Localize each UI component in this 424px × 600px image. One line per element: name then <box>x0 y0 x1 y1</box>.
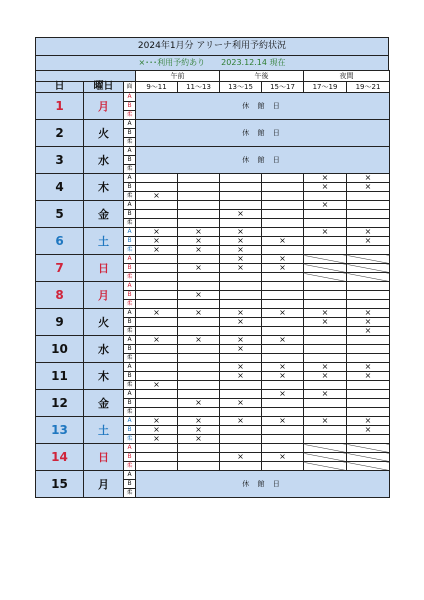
slot-cell <box>304 210 347 219</box>
slot-cell <box>178 192 220 201</box>
day-of-week: 土 <box>84 417 124 444</box>
facility-label: 柔 <box>124 138 136 147</box>
slot-cell <box>178 174 220 183</box>
slot-header: 11～13 <box>178 82 220 93</box>
facility-label: B <box>124 102 136 111</box>
slot-cell <box>304 435 347 444</box>
closed-day-cell: 休 館 日 <box>136 93 390 120</box>
table-row <box>36 282 390 291</box>
header-blank <box>36 71 136 82</box>
facility-label: A <box>124 390 136 399</box>
slot-cell <box>347 381 390 390</box>
unavailable-cell <box>347 273 390 282</box>
reserved-mark: × <box>178 399 220 408</box>
reserved-mark: × <box>347 183 390 192</box>
slot-header: 15～17 <box>262 82 304 93</box>
slot-cell <box>220 291 262 300</box>
slot-header: 17～19 <box>304 82 347 93</box>
slot-cell <box>178 318 220 327</box>
slot-header: 13～15 <box>220 82 262 93</box>
day-number: 7 <box>36 255 84 282</box>
day-of-week: 日 <box>84 444 124 471</box>
reserved-mark: × <box>220 237 262 246</box>
reserved-mark: × <box>178 246 220 255</box>
slot-cell <box>262 273 304 282</box>
reserved-mark: × <box>178 291 220 300</box>
facility-label: A <box>124 417 136 426</box>
reserved-mark: × <box>136 237 178 246</box>
reserved-mark: × <box>262 453 304 462</box>
slot-header: 9～11 <box>136 82 178 93</box>
day-of-week: 木 <box>84 363 124 390</box>
slot-cell <box>304 237 347 246</box>
reserved-mark: × <box>178 309 220 318</box>
facility-label: 柔 <box>124 192 136 201</box>
facility-label: 柔 <box>124 165 136 174</box>
day-of-week: 月 <box>84 282 124 309</box>
slot-cell <box>136 201 178 210</box>
day-number: 3 <box>36 147 84 174</box>
reserved-mark: × <box>136 381 178 390</box>
reserved-mark: × <box>262 336 304 345</box>
reserved-mark: × <box>347 174 390 183</box>
day-of-week: 火 <box>84 309 124 336</box>
page-title: 2024年1月分 アリーナ利用予約状況 <box>35 37 389 55</box>
reserved-mark: × <box>304 174 347 183</box>
closed-day-cell: 休 館 日 <box>136 120 390 147</box>
reserved-mark: × <box>220 399 262 408</box>
day-of-week: 金 <box>84 390 124 417</box>
facility-label: A <box>124 336 136 345</box>
reserved-mark: × <box>304 372 347 381</box>
facility-label: 柔 <box>124 327 136 336</box>
slot-cell <box>136 390 178 399</box>
facility-label: A <box>124 228 136 237</box>
facility-label: B <box>124 156 136 165</box>
reserved-mark: × <box>178 237 220 246</box>
reserved-mark: × <box>136 435 178 444</box>
reserved-mark: × <box>178 435 220 444</box>
facility-label: 柔 <box>124 489 136 498</box>
table-row <box>36 147 390 156</box>
slot-cell <box>347 201 390 210</box>
slot-cell <box>262 435 304 444</box>
unavailable-cell <box>304 273 347 282</box>
slot-cell <box>136 363 178 372</box>
facility-label: 柔 <box>124 300 136 309</box>
period-afternoon: 午後 <box>220 71 304 82</box>
slot-cell <box>262 345 304 354</box>
reserved-mark: × <box>178 417 220 426</box>
slot-cell <box>262 174 304 183</box>
slot-cell <box>304 282 347 291</box>
facility-label: A <box>124 471 136 480</box>
slot-cell <box>136 255 178 264</box>
unavailable-cell <box>304 444 347 453</box>
day-number: 11 <box>36 363 84 390</box>
reserved-mark: × <box>220 264 262 273</box>
facility-label: 柔 <box>124 273 136 282</box>
period-morning: 午前 <box>136 71 220 82</box>
slot-cell <box>178 210 220 219</box>
slot-cell <box>262 462 304 471</box>
table-row <box>36 174 390 183</box>
table-row <box>36 201 390 210</box>
reserved-mark: × <box>136 192 178 201</box>
day-of-week: 金 <box>84 201 124 228</box>
closed-day-cell: 休 館 日 <box>136 147 390 174</box>
facility-label: B <box>124 237 136 246</box>
slot-cell <box>220 462 262 471</box>
slot-cell <box>262 192 304 201</box>
day-of-week: 月 <box>84 471 124 498</box>
facility-label: B <box>124 426 136 435</box>
day-of-week: 火 <box>84 120 124 147</box>
facility-label: 柔 <box>124 462 136 471</box>
slot-cell <box>347 246 390 255</box>
slot-cell <box>178 372 220 381</box>
table-row <box>36 471 390 480</box>
unavailable-cell <box>347 462 390 471</box>
unavailable-cell <box>347 444 390 453</box>
day-number: 12 <box>36 390 84 417</box>
day-number: 8 <box>36 282 84 309</box>
reserved-mark: × <box>220 228 262 237</box>
reserved-mark: × <box>220 255 262 264</box>
day-number: 4 <box>36 174 84 201</box>
unavailable-cell <box>304 255 347 264</box>
slot-cell <box>304 345 347 354</box>
slot-cell <box>347 390 390 399</box>
day-of-week: 土 <box>84 228 124 255</box>
reserved-mark: × <box>220 309 262 318</box>
slot-cell <box>347 399 390 408</box>
slot-cell <box>136 210 178 219</box>
slot-cell <box>304 327 347 336</box>
reservation-table <box>35 70 390 498</box>
slot-cell <box>136 444 178 453</box>
reserved-mark: × <box>262 264 304 273</box>
facility-label: B <box>124 318 136 327</box>
reserved-mark: × <box>347 237 390 246</box>
slot-cell <box>262 219 304 228</box>
dow-header: 曜日 <box>84 82 124 93</box>
reserved-mark: × <box>220 345 262 354</box>
facility-label: 柔 <box>124 111 136 120</box>
reserved-mark: × <box>262 372 304 381</box>
facility-label: A <box>124 93 136 102</box>
slot-cell <box>178 345 220 354</box>
facility-label: A <box>124 201 136 210</box>
reserved-mark: × <box>304 228 347 237</box>
facility-label: A <box>124 255 136 264</box>
facility-label: 柔 <box>124 408 136 417</box>
slot-cell <box>347 336 390 345</box>
slot-cell <box>304 399 347 408</box>
slot-cell <box>136 273 178 282</box>
reserved-mark: × <box>347 327 390 336</box>
facility-label: B <box>124 210 136 219</box>
reserved-mark: × <box>262 417 304 426</box>
facility-label: B <box>124 264 136 273</box>
slot-cell <box>262 399 304 408</box>
facility-label: A <box>124 309 136 318</box>
facility-label: B <box>124 372 136 381</box>
schedule-body <box>36 93 390 498</box>
slot-cell <box>220 183 262 192</box>
facility-label: 柔 <box>124 381 136 390</box>
slot-cell <box>347 345 390 354</box>
reserved-mark: × <box>136 426 178 435</box>
slot-cell <box>136 264 178 273</box>
day-of-week: 水 <box>84 147 124 174</box>
reserved-mark: × <box>220 363 262 372</box>
reserved-mark: × <box>262 309 304 318</box>
slot-cell <box>262 282 304 291</box>
day-number: 6 <box>36 228 84 255</box>
legend-note: ×･･･利用予約あり 2023.12.14 現在 <box>35 55 389 70</box>
slot-cell <box>136 354 178 363</box>
reserved-mark: × <box>220 336 262 345</box>
slot-cell <box>136 399 178 408</box>
slot-cell <box>262 183 304 192</box>
table-row <box>36 120 390 129</box>
slot-cell <box>136 462 178 471</box>
table-row <box>36 255 390 264</box>
unavailable-cell <box>347 255 390 264</box>
facility-label: B <box>124 129 136 138</box>
facility-label: B <box>124 345 136 354</box>
day-of-week: 日 <box>84 255 124 282</box>
slot-cell <box>220 273 262 282</box>
period-night: 夜間 <box>304 71 390 82</box>
day-number: 2 <box>36 120 84 147</box>
slot-cell <box>220 426 262 435</box>
day-of-week: 月 <box>84 93 124 120</box>
unavailable-cell <box>304 453 347 462</box>
day-header: 日 <box>36 82 84 93</box>
slot-cell <box>178 444 220 453</box>
day-number: 1 <box>36 93 84 120</box>
facility-label: A <box>124 174 136 183</box>
day-number: 13 <box>36 417 84 444</box>
table-row <box>36 228 390 237</box>
facility-label: A <box>124 147 136 156</box>
day-of-week: 水 <box>84 336 124 363</box>
unavailable-cell <box>347 453 390 462</box>
slot-cell <box>178 462 220 471</box>
day-number: 10 <box>36 336 84 363</box>
reserved-mark: × <box>347 363 390 372</box>
slot-cell <box>178 354 220 363</box>
reserved-mark: × <box>304 363 347 372</box>
reserved-mark: × <box>262 390 304 399</box>
facility-label: B <box>124 291 136 300</box>
reserved-mark: × <box>220 318 262 327</box>
slot-cell <box>347 435 390 444</box>
facility-label: A <box>124 120 136 129</box>
reserved-mark: × <box>220 453 262 462</box>
slot-header-row <box>36 82 390 93</box>
slot-cell <box>347 192 390 201</box>
period-header-row <box>36 71 390 82</box>
slot-cell <box>262 318 304 327</box>
reserved-mark: × <box>178 228 220 237</box>
reserved-mark: × <box>136 228 178 237</box>
facility-label: 柔 <box>124 246 136 255</box>
facility-label: B <box>124 480 136 489</box>
reserved-mark: × <box>347 318 390 327</box>
table-row <box>36 417 390 426</box>
slot-cell <box>220 435 262 444</box>
slot-cell <box>136 291 178 300</box>
facility-label: 柔 <box>124 219 136 228</box>
reserved-mark: × <box>262 237 304 246</box>
facility-label: 柔 <box>124 354 136 363</box>
slot-cell <box>262 291 304 300</box>
reserved-mark: × <box>262 363 304 372</box>
facility-label: B <box>124 399 136 408</box>
reserved-mark: × <box>304 183 347 192</box>
facility-label: A <box>124 363 136 372</box>
reserved-mark: × <box>136 309 178 318</box>
slot-cell <box>178 453 220 462</box>
table-row <box>36 336 390 345</box>
slot-cell <box>304 336 347 345</box>
reserved-mark: × <box>304 318 347 327</box>
facility-label: A <box>124 444 136 453</box>
reservation-sheet <box>35 37 389 498</box>
slot-cell <box>220 381 262 390</box>
reserved-mark: × <box>220 372 262 381</box>
slot-cell <box>220 192 262 201</box>
reserved-mark: × <box>178 336 220 345</box>
unavailable-cell <box>304 462 347 471</box>
table-row <box>36 309 390 318</box>
day-number: 14 <box>36 444 84 471</box>
slot-cell <box>178 183 220 192</box>
slot-cell <box>220 282 262 291</box>
reserved-mark: × <box>304 417 347 426</box>
slot-cell <box>136 174 178 183</box>
slot-cell <box>262 201 304 210</box>
reserved-mark: × <box>347 372 390 381</box>
facility-label: B <box>124 453 136 462</box>
reserved-mark: × <box>347 426 390 435</box>
slot-cell <box>347 210 390 219</box>
slot-cell <box>220 174 262 183</box>
table-row <box>36 444 390 453</box>
slot-cell <box>347 282 390 291</box>
day-number: 9 <box>36 309 84 336</box>
reserved-mark: × <box>220 417 262 426</box>
facility-label: A <box>124 282 136 291</box>
table-row <box>36 93 390 102</box>
slot-cell <box>136 453 178 462</box>
slot-cell <box>304 246 347 255</box>
day-number: 15 <box>36 471 84 498</box>
reserved-mark: × <box>347 309 390 318</box>
reserved-mark: × <box>347 228 390 237</box>
slot-cell <box>178 201 220 210</box>
slot-cell <box>262 210 304 219</box>
reserved-mark: × <box>178 426 220 435</box>
reserved-mark: × <box>136 336 178 345</box>
reserved-mark: × <box>304 390 347 399</box>
table-row <box>36 363 390 372</box>
slot-cell <box>136 318 178 327</box>
reserved-mark: × <box>304 201 347 210</box>
facility-label: 柔 <box>124 435 136 444</box>
slot-cell <box>262 426 304 435</box>
reserved-mark: × <box>178 264 220 273</box>
reserved-mark: × <box>220 210 262 219</box>
day-of-week: 木 <box>84 174 124 201</box>
reserved-mark: × <box>136 246 178 255</box>
slot-cell <box>178 273 220 282</box>
unavailable-cell <box>347 264 390 273</box>
slot-cell <box>304 291 347 300</box>
slot-cell <box>304 426 347 435</box>
slot-cell <box>136 282 178 291</box>
facility-label: B <box>124 183 136 192</box>
slot-cell <box>347 291 390 300</box>
table-row <box>36 390 390 399</box>
reserved-mark: × <box>220 246 262 255</box>
reserved-mark: × <box>304 309 347 318</box>
day-number: 5 <box>36 201 84 228</box>
reserved-mark: × <box>347 417 390 426</box>
reserved-mark: × <box>136 417 178 426</box>
slot-cell <box>178 381 220 390</box>
facility-header: 面 <box>124 82 136 93</box>
reserved-mark: × <box>262 255 304 264</box>
slot-header: 19～21 <box>347 82 390 93</box>
unavailable-cell <box>304 264 347 273</box>
slot-cell <box>178 363 220 372</box>
slot-cell <box>136 345 178 354</box>
closed-day-cell: 休 館 日 <box>136 471 390 498</box>
